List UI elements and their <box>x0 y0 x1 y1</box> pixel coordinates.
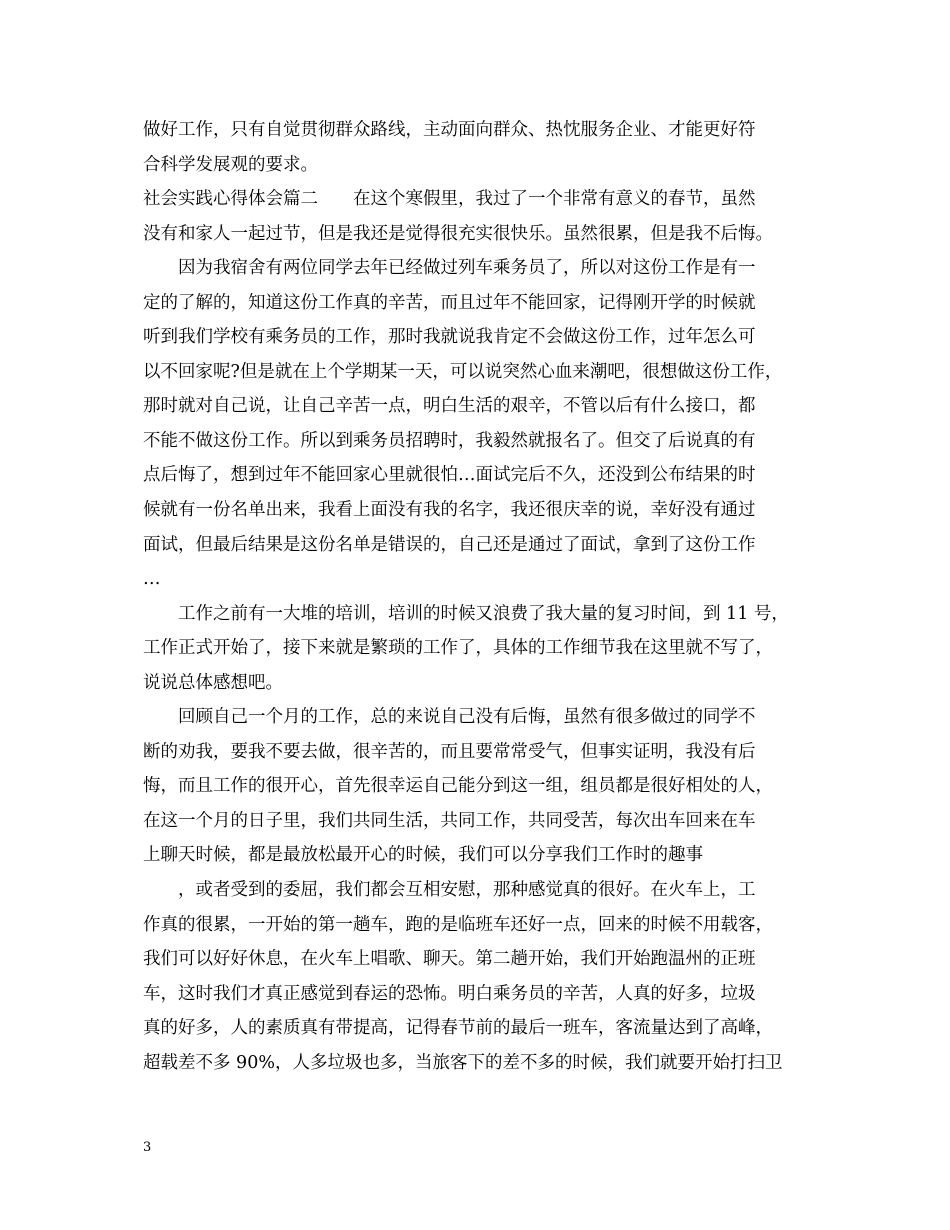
text-line: 合科学发展观的要求。 <box>143 154 318 175</box>
text-line: 上聊天时候，都是最放松最开心的时候，我们可以分享我们工作时的趣事 <box>143 845 703 866</box>
text-line: 面试，但最后结果是这份名单是错误的，自己还是通过了面试，拿到了这份工作 <box>143 534 756 555</box>
text-line: 因为我宿舍有两位同学去年已经做过列车乘务员了，所以对这份工作是有一 <box>143 258 756 279</box>
text-line: 断的劝我，要我不要去做，很辛苦的，而且要常常受气，但事实证明，我没有后 <box>143 741 756 762</box>
text-line: ，或者受到的委屈，我们都会互相安慰，那种感觉真的很好。在火车上，工 <box>143 880 756 901</box>
text-line: 听到我们学校有乘务员的工作，那时我就说我肯定不会做这份工作，过年怎么可 <box>143 327 756 348</box>
text-line: … <box>143 569 161 590</box>
text-line: 悔，而且工作的很开心，首先很幸运自己能分到这一组，组员都是很好相处的人， <box>143 776 773 797</box>
text-line: 没有和家人一起过节，但是我还是觉得很充实很快乐。虽然很累，但是我不后悔。 <box>143 223 773 244</box>
text-line: 作真的很累，一开始的第一趟车，跑的是临班车还好一点，回来的时候不用载客， <box>143 914 773 935</box>
text-line: 工作之前有一大堆的培训，培训的时候又浪费了我大量的复习时间，到 11 号， <box>143 603 789 624</box>
text-line: 点后悔了，想到过年不能回家心里就很怕…面试完后不久，还没到公布结果的时 <box>143 465 756 486</box>
text-line: 在这一个月的日子里，我们共同生活，共同工作，共同受苦，每次出车回来在车 <box>143 810 756 831</box>
text-line: 候就有一份名单出来，我看上面没有我的名字，我还很庆幸的说，幸好没有通过 <box>143 500 756 521</box>
text-line: 社会实践心得体会篇二 在这个寒假里，我过了一个非常有意义的春节，虽然 <box>143 189 756 210</box>
text-line: 工作正式开始了，接下来就是繁琐的工作了，具体的工作细节我在这里就不写了， <box>143 638 773 659</box>
text-line: 那时就对自己说，让自己辛苦一点，明白生活的艰辛，不管以后有什么接口，都 <box>143 396 756 417</box>
text-line: 真的好多，人的素质真有带提高，记得春节前的最后一班车，客流量达到了高峰， <box>143 1018 773 1039</box>
text-line: 以不回家呢?但是就在上个学期某一天，可以说突然心血来潮吧，很想做这份工作， <box>143 361 783 382</box>
text-line: 回顾自己一个月的工作，总的来说自己没有后悔，虽然有很多做过的同学不 <box>143 707 756 728</box>
text-line: 车，这时我们才真正感觉到春运的恐怖。明白乘务员的辛苦，人真的好多，垃圾 <box>143 983 756 1004</box>
text-line: 我们可以好好休息，在火车上唱歌、聊天。第二趟开始，我们开始跑温州的正班 <box>143 949 756 970</box>
text-line: 说说总体感想吧。 <box>143 672 283 693</box>
text-line: 做好工作，只有自觉贯彻群众路线，主动面向群众、热忱服务企业、才能更好符 <box>143 120 756 140</box>
page-number: 3 <box>143 1140 152 1155</box>
text-line: 定的了解的，知道这份工作真的辛苦，而且过年不能回家，记得刚开学的时候就 <box>143 292 756 313</box>
text-line: 不能不做这份工作。所以到乘务员招聘时，我毅然就报名了。但交了后说真的有 <box>143 430 756 451</box>
text-line: 超载差不多 90%，人多垃圾也多，当旅客下的差不多的时候，我们就要开始打扫卫 <box>143 1052 783 1073</box>
document-body <box>143 113 823 1080</box>
